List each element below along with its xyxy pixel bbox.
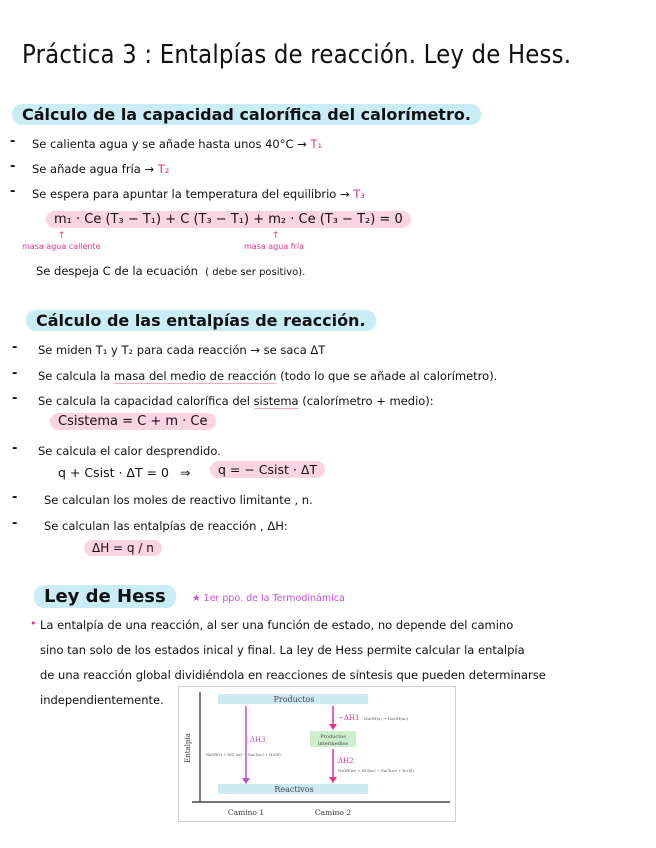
page-title: Práctica 3 : Entalpías de reacción. Ley de Hess.: [22, 40, 572, 70]
dh1-label: −ΔH1: [338, 714, 360, 722]
note-solve-c: Se despeja C de la ecuación ( debe ser positivo).: [36, 264, 306, 278]
camino1-label: Camino 1: [227, 808, 265, 817]
label-hot-water-mass: masa agua caliente: [22, 242, 101, 251]
y-axis-label: Entalpía: [184, 733, 192, 763]
hess-line-2: sino tan solo de los estados inical y final. La ley de Hess permite calcular la entalpía: [40, 643, 525, 657]
implies-arrow: ⇒: [180, 465, 191, 480]
reactivos-label: Reactivos: [274, 785, 314, 794]
hess-diagram: [178, 686, 456, 822]
dh-formula: ΔH = q / n: [84, 541, 162, 555]
section-heading-enthalpies: Cálculo de las entalpías de reacción.: [26, 311, 376, 330]
r3-label: NaOH(ac) + HCl(ac) → NaCl(ac) + H₂O(l): [338, 769, 414, 773]
dh3-label: ΔH3: [250, 736, 266, 744]
hess-line-1: La entalpía de una reacción, al ser una función de estado, no depende del camino: [40, 618, 514, 632]
section-heading-calorimeter: Cálculo de la capacidad calorífica del calorímetro.: [12, 105, 481, 124]
csistema-equation: Csistema = C + m · Ce: [50, 414, 216, 429]
hess-line-4: independientemente.: [40, 693, 164, 707]
bullet-measure-t: Se miden T₁ y T₂ para cada reacción → se saca ΔT: [38, 343, 326, 357]
camino2-label: Camino 2: [314, 808, 352, 817]
calorimeter-equation: m₁ · Ce (T₃ − T₁) + C (T₃ − T₁) + m₂ · Ce (T₃ − T₂) = 0: [46, 212, 411, 227]
r1-label: NaOH(s) → NaOH(ac): [364, 716, 409, 721]
bullet-heat-capacity: Se calcula la capacidad calorífica del sistema (calorímetro + medio):: [38, 394, 434, 408]
bullet-dot: •: [30, 617, 37, 630]
bullet-cold-water: Se añade agua fría → T₂: [32, 162, 170, 176]
r2-label: NaOH(s) + HCl (ac) → NaCl(ac) + H₂O(l): [206, 753, 281, 757]
label-cold-water-mass: masa agua fría: [244, 242, 305, 251]
bullet-reaction-enthalpy: Se calculan las entalpías de reacción , ΔH:: [44, 519, 288, 533]
hess-line-3: de una reacción global dividiéndola en reacciones de síntesis que pueden determinarse: [40, 668, 546, 682]
section-heading-hess: Ley de Hess: [34, 586, 176, 607]
q-equation: q + Csist · ΔT = 0: [58, 465, 169, 480]
intermedios-label-2: intermedios: [317, 741, 349, 747]
dh2-label: ΔH2: [338, 757, 354, 765]
bullet-equilibrium: Se espera para apuntar la temperatura del equilibrio → T₃: [32, 187, 365, 201]
q-result: q = − Csist · ΔT: [210, 462, 325, 477]
intermedios-label-1: Productos: [320, 734, 346, 740]
bullet-moles: Se calculan los moles de reactivo limitante , n.: [44, 493, 313, 507]
bullet-heat-released: Se calcula el calor desprendido.: [38, 444, 221, 458]
bullet-mass-medium: Se calcula la masa del medio de reacción (todo lo que se añade al calorímetro).: [38, 369, 498, 383]
note-first-principle: ★ 1er ppo. de la Termodinámica: [192, 593, 345, 604]
bullet-heat-water: Se calienta agua y se añade hasta unos 40°C → T₁: [32, 137, 323, 151]
productos-label: Productos: [273, 695, 315, 704]
